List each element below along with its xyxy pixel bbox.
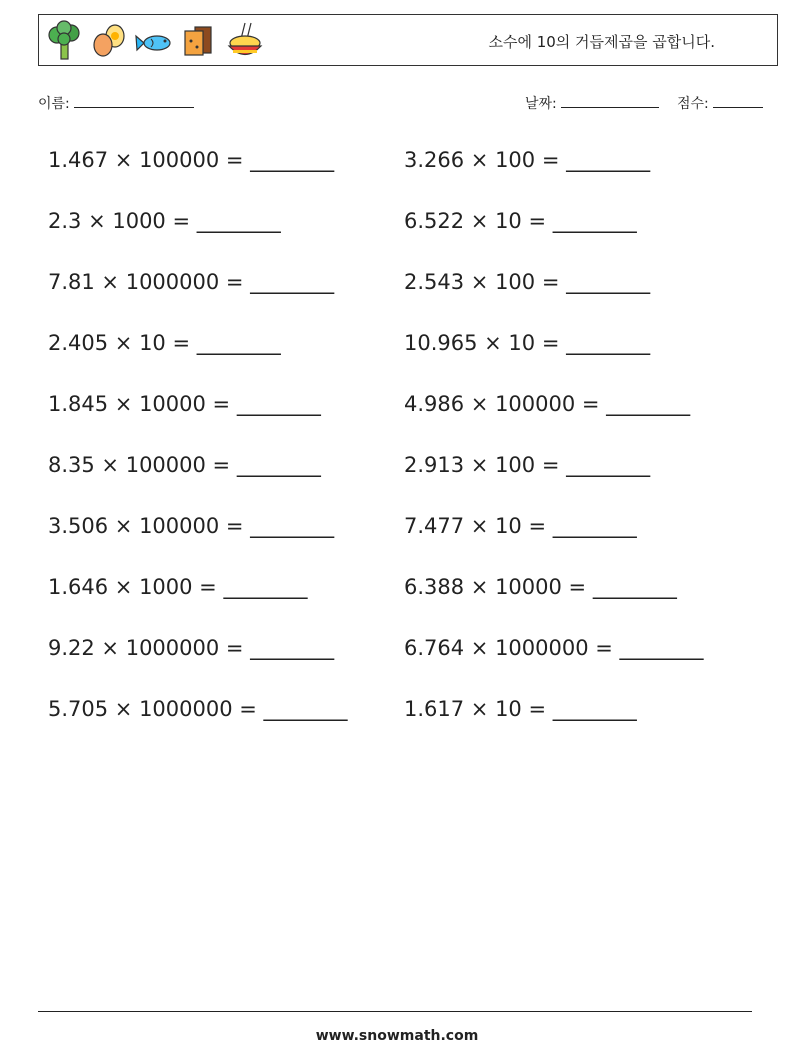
- problem-right-9[interactable]: 6.764 × 1000000 = ________: [404, 636, 704, 660]
- problem-left-8[interactable]: 1.646 × 1000 = ________: [48, 575, 308, 599]
- problem-left-2[interactable]: 2.3 × 1000 = ________: [48, 209, 281, 233]
- problem-right-2[interactable]: 6.522 × 10 = ________: [404, 209, 637, 233]
- footer-divider: [38, 1011, 752, 1012]
- name-label: 이름:: [38, 96, 70, 112]
- problem-right-5[interactable]: 4.986 × 100000 = ________: [404, 392, 691, 416]
- date-label: 날짜:: [525, 96, 557, 112]
- problem-right-10[interactable]: 1.617 × 10 = ________: [404, 697, 637, 721]
- broccoli-icon: [45, 19, 85, 63]
- problem-right-6[interactable]: 2.913 × 100 = ________: [404, 453, 651, 477]
- date-field: [525, 93, 659, 113]
- problem-left-4[interactable]: 2.405 × 10 = ________: [48, 331, 281, 355]
- problem-right-7[interactable]: 7.477 × 10 = ________: [404, 514, 637, 538]
- problem-left-7[interactable]: 3.506 × 100000 = ________: [48, 514, 335, 538]
- problem-left-5[interactable]: 1.845 × 10000 = ________: [48, 392, 321, 416]
- header-box: [38, 14, 778, 66]
- eggs-icon: [89, 19, 129, 63]
- problem-left-10[interactable]: 5.705 × 1000000 = ________: [48, 697, 348, 721]
- name-blank[interactable]: [74, 93, 194, 108]
- footer-website: www.snowmath.com: [315, 1028, 479, 1044]
- problem-right-8[interactable]: 6.388 × 10000 = ________: [404, 575, 677, 599]
- worksheet-title: 소수에 10의 거듭제곱을 곱합니다.: [488, 33, 715, 51]
- fish-icon: [135, 19, 175, 63]
- score-blank[interactable]: [713, 93, 763, 108]
- problem-right-3[interactable]: 2.543 × 100 = ________: [404, 270, 651, 294]
- score-label: 점수:: [677, 96, 709, 112]
- problem-right-1[interactable]: 3.266 × 100 = ________: [404, 148, 651, 172]
- problem-left-3[interactable]: 7.81 × 1000000 = ________: [48, 270, 335, 294]
- rice-bowl-icon: [225, 19, 265, 63]
- problem-right-4[interactable]: 10.965 × 10 = ________: [404, 331, 651, 355]
- bread-icon: [179, 19, 219, 63]
- problem-left-1[interactable]: 1.467 × 100000 = ________: [48, 148, 335, 172]
- score-field: [677, 93, 763, 113]
- problem-left-9[interactable]: 9.22 × 1000000 = ________: [48, 636, 335, 660]
- name-field: [38, 93, 194, 113]
- date-blank[interactable]: [561, 93, 659, 108]
- problem-left-6[interactable]: 8.35 × 100000 = ________: [48, 453, 321, 477]
